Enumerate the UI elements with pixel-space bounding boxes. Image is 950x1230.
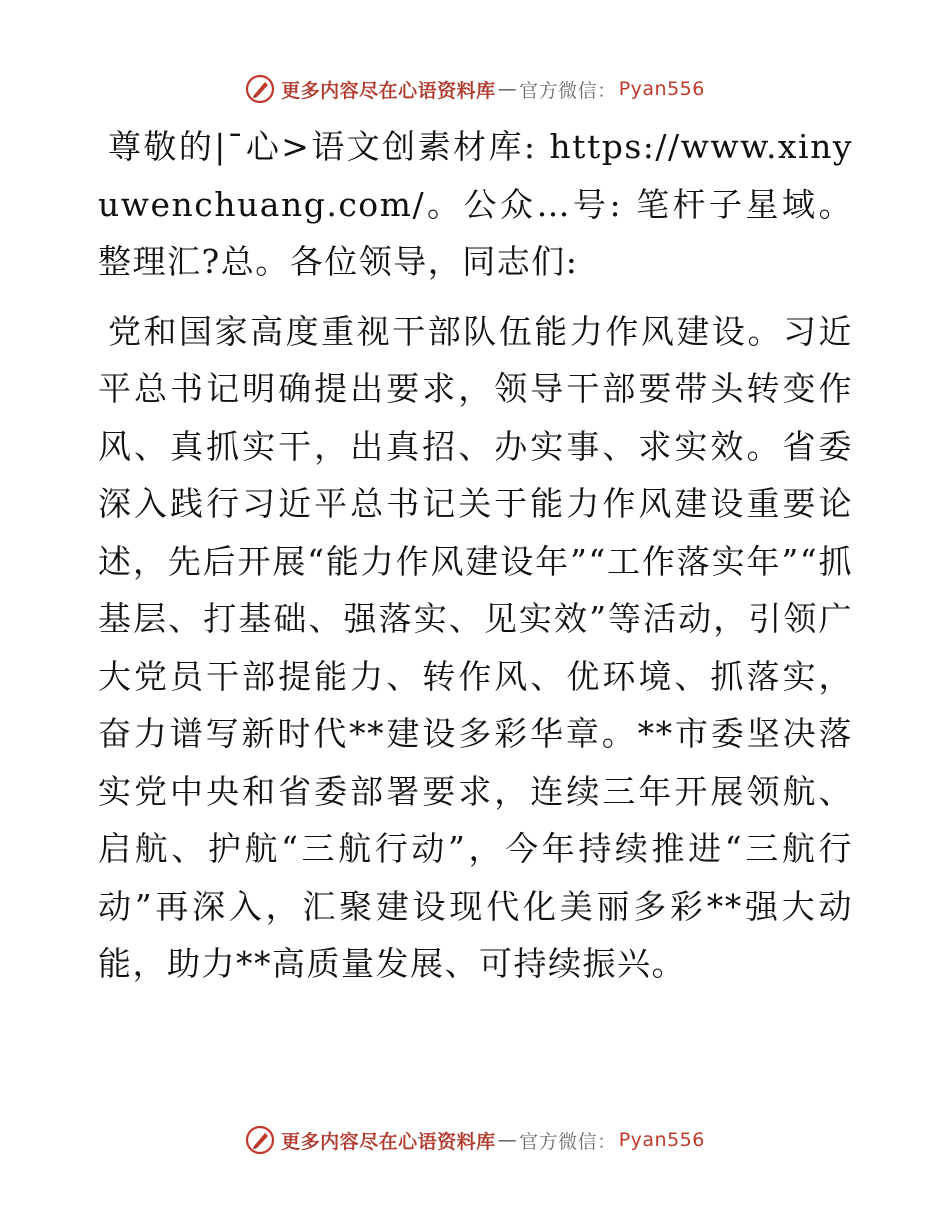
footer-watermark bbox=[0, 1125, 950, 1155]
header-watermark bbox=[0, 74, 950, 104]
brand-logo-icon bbox=[245, 74, 275, 104]
watermark-separator: — bbox=[497, 1129, 518, 1151]
brand-logo-icon bbox=[245, 1125, 275, 1155]
watermark-label: 官方微信： bbox=[519, 1130, 617, 1153]
intro-paragraph: 尊敬的|¯心>语文创素材库: https://www.xinyuwenchuang.com/。公众…号: 笔杆子星域。整理汇?总。各位领导，同志们: bbox=[98, 127, 853, 281]
watermark-separator: — bbox=[497, 78, 518, 100]
body-paragraph: 党和国家高度重视干部队伍能力作风建设。习近平总书记明确提出要求，领导干部要带头转变作风、真抓实干，出真招、办实事、求实效。省委深入践行习近平总书记关于能力作风建设重要论述，先后开展“能力作风建设年”“工作落实年”“抓基层、打基础、强落实、见实效”等活动，引领广大党员干部提能力、转作风、优环境、抓落实，奋力谱写新时代**建设多彩华章。**市委坚决落实党中央和省委部署要求，连续三年开展领航、启航、护航“三航行动”，今年持续推进“三航行动”再深入，汇聚建设现代化美丽多彩**强大动能，助力**高质量发展、可持续振兴。 bbox=[98, 311, 853, 983]
watermark-id: Pyan556 bbox=[618, 1129, 705, 1151]
watermark-brand: 更多内容尽在心语资料库 bbox=[281, 79, 496, 102]
document-body bbox=[98, 118, 853, 993]
watermark-label: 官方微信： bbox=[519, 79, 617, 102]
watermark-brand: 更多内容尽在心语资料库 bbox=[281, 1130, 496, 1153]
watermark-id: Pyan556 bbox=[618, 78, 705, 100]
